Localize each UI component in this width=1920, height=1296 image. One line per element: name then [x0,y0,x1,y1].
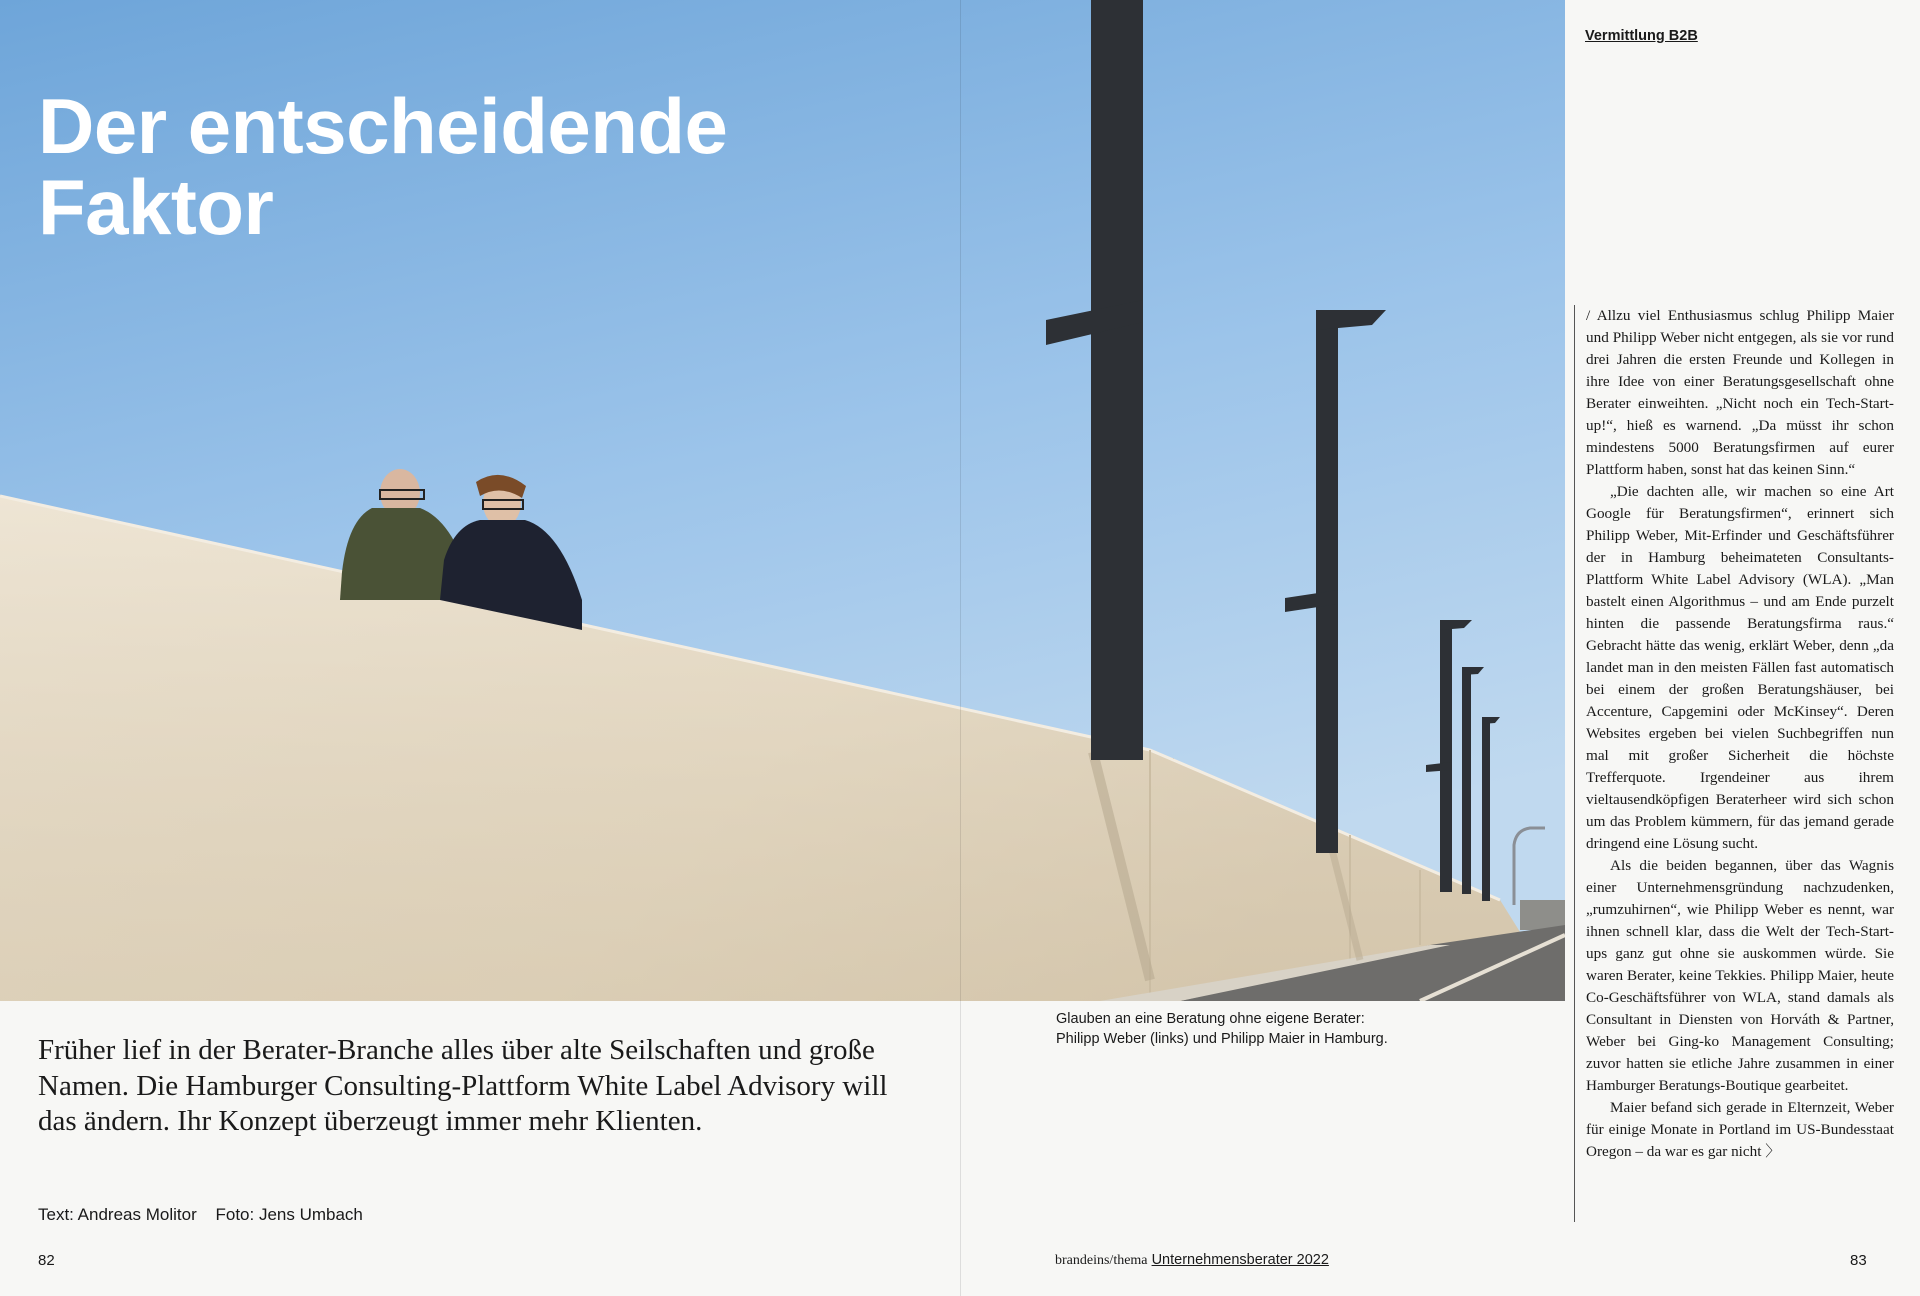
running-footer [1055,1252,1329,1269]
page-gutter [960,0,961,1296]
headline-line-1: Der entscheidende [38,82,728,170]
category-link[interactable]: Vermittlung B2B [1585,28,1698,44]
distant-building [1520,900,1565,930]
caption-line-1: Glauben an eine Beratung ohne eigene Berater: [1056,1011,1365,1027]
photo-caption [1056,1010,1476,1049]
page-number-right: 83 [1850,1252,1867,1269]
credits [38,1205,377,1225]
article-body [1574,305,1894,1222]
caption-line-2: Philipp Weber (links) und Philipp Maier in Hamburg. [1056,1030,1388,1047]
body-paragraph: Als die beiden begannen, über das Wagnis einer Unternehmensgründung nachzudenken, „rumzuhirnen“, wie Philipp Weber es nennt, war ihnen schnell klar, dass die Welt der Tech-Start-ups ganz gut ohne sie auskommen würde. Sie waren Berater, keine Tekkies. Philipp Maier, heute Co-Geschäftsführer von WLA, stand damals als Consultant in Diensten von Horváth & Partner, Weber bei Ging-ko Management Consulting; zuvor hatten sie etliche Jahre zusammen in einer Hamburger Beratungs-Boutique gearbeitet. [1586,857,1894,1094]
body-paragraph: / Allzu viel Enthusiasmus schlug Philipp Maier und Philipp Weber nicht entgegen, als sie vor rund drei Jahren die ersten Freunde und Kollegen in ihre Idee von einer Beratungsgesellschaft ohne Berater einweihten. „Nicht noch ein Tech-Start-up!“, hieß es warnend. „Da müsst ihr schon mindestens 5000 Beratungsfirmen auf eurer Plattform haben, sonst hat das keinen Sinn.“ [1586,307,1894,478]
body-paragraph: „Die dachten alle, wir machen so eine Art Google für Beratungsfirmen“, erinnert sich Philipp Weber, Mit-Erfinder und Geschäftsführer der in Hamburg beheimateten Consultants-Plattform White Label Advisory (WLA). „Man bastelt einen Algorithmus – und am Ende purzelt hinten die passende Beratungsfirma raus.“ Gebracht hätte das wenig, erklärt Weber, denn „da landet man in den meisten Fällen fast automatisch bei einem der großen Beratungshäuser, bei Accenture, Capgemini oder McKinsey“. Deren Websites ergeben bei vielen Suchbegriffen nun mal mit großer Sicherheit die höchste Trefferquote. Irgendeiner aus ihrem vieltausendköpfigen Beraterheer wird sich schon um das Problem kümmern, für das jemand gerade dringend eine Lösung sucht. [1586,483,1894,852]
body-paragraph: Maier befand sich gerade in Elternzeit, Weber für einige Monate in Portland im US-Bundesstaat Oregon – da war es gar nicht 〉 [1586,1099,1894,1160]
photo-credit: Foto: Jens Umbach [215,1205,363,1224]
headline [38,82,858,251]
issue-title[interactable]: Unternehmensberater 2022 [1151,1252,1329,1268]
headline-line-2: Faktor [38,163,274,251]
magazine-brand: brandeins/thema [1055,1253,1148,1268]
page-number-left: 82 [38,1252,55,1269]
author-credit: Text: Andreas Molitor [38,1205,197,1224]
lead-paragraph: Früher lief in der Berater-Branche alles über alte Seilschaften und große Namen. Die Hamburger Consulting-Plattform White Label Advisory will das ändern. Ihr Konzept überzeugt immer mehr Klienten. [38,1034,888,1137]
